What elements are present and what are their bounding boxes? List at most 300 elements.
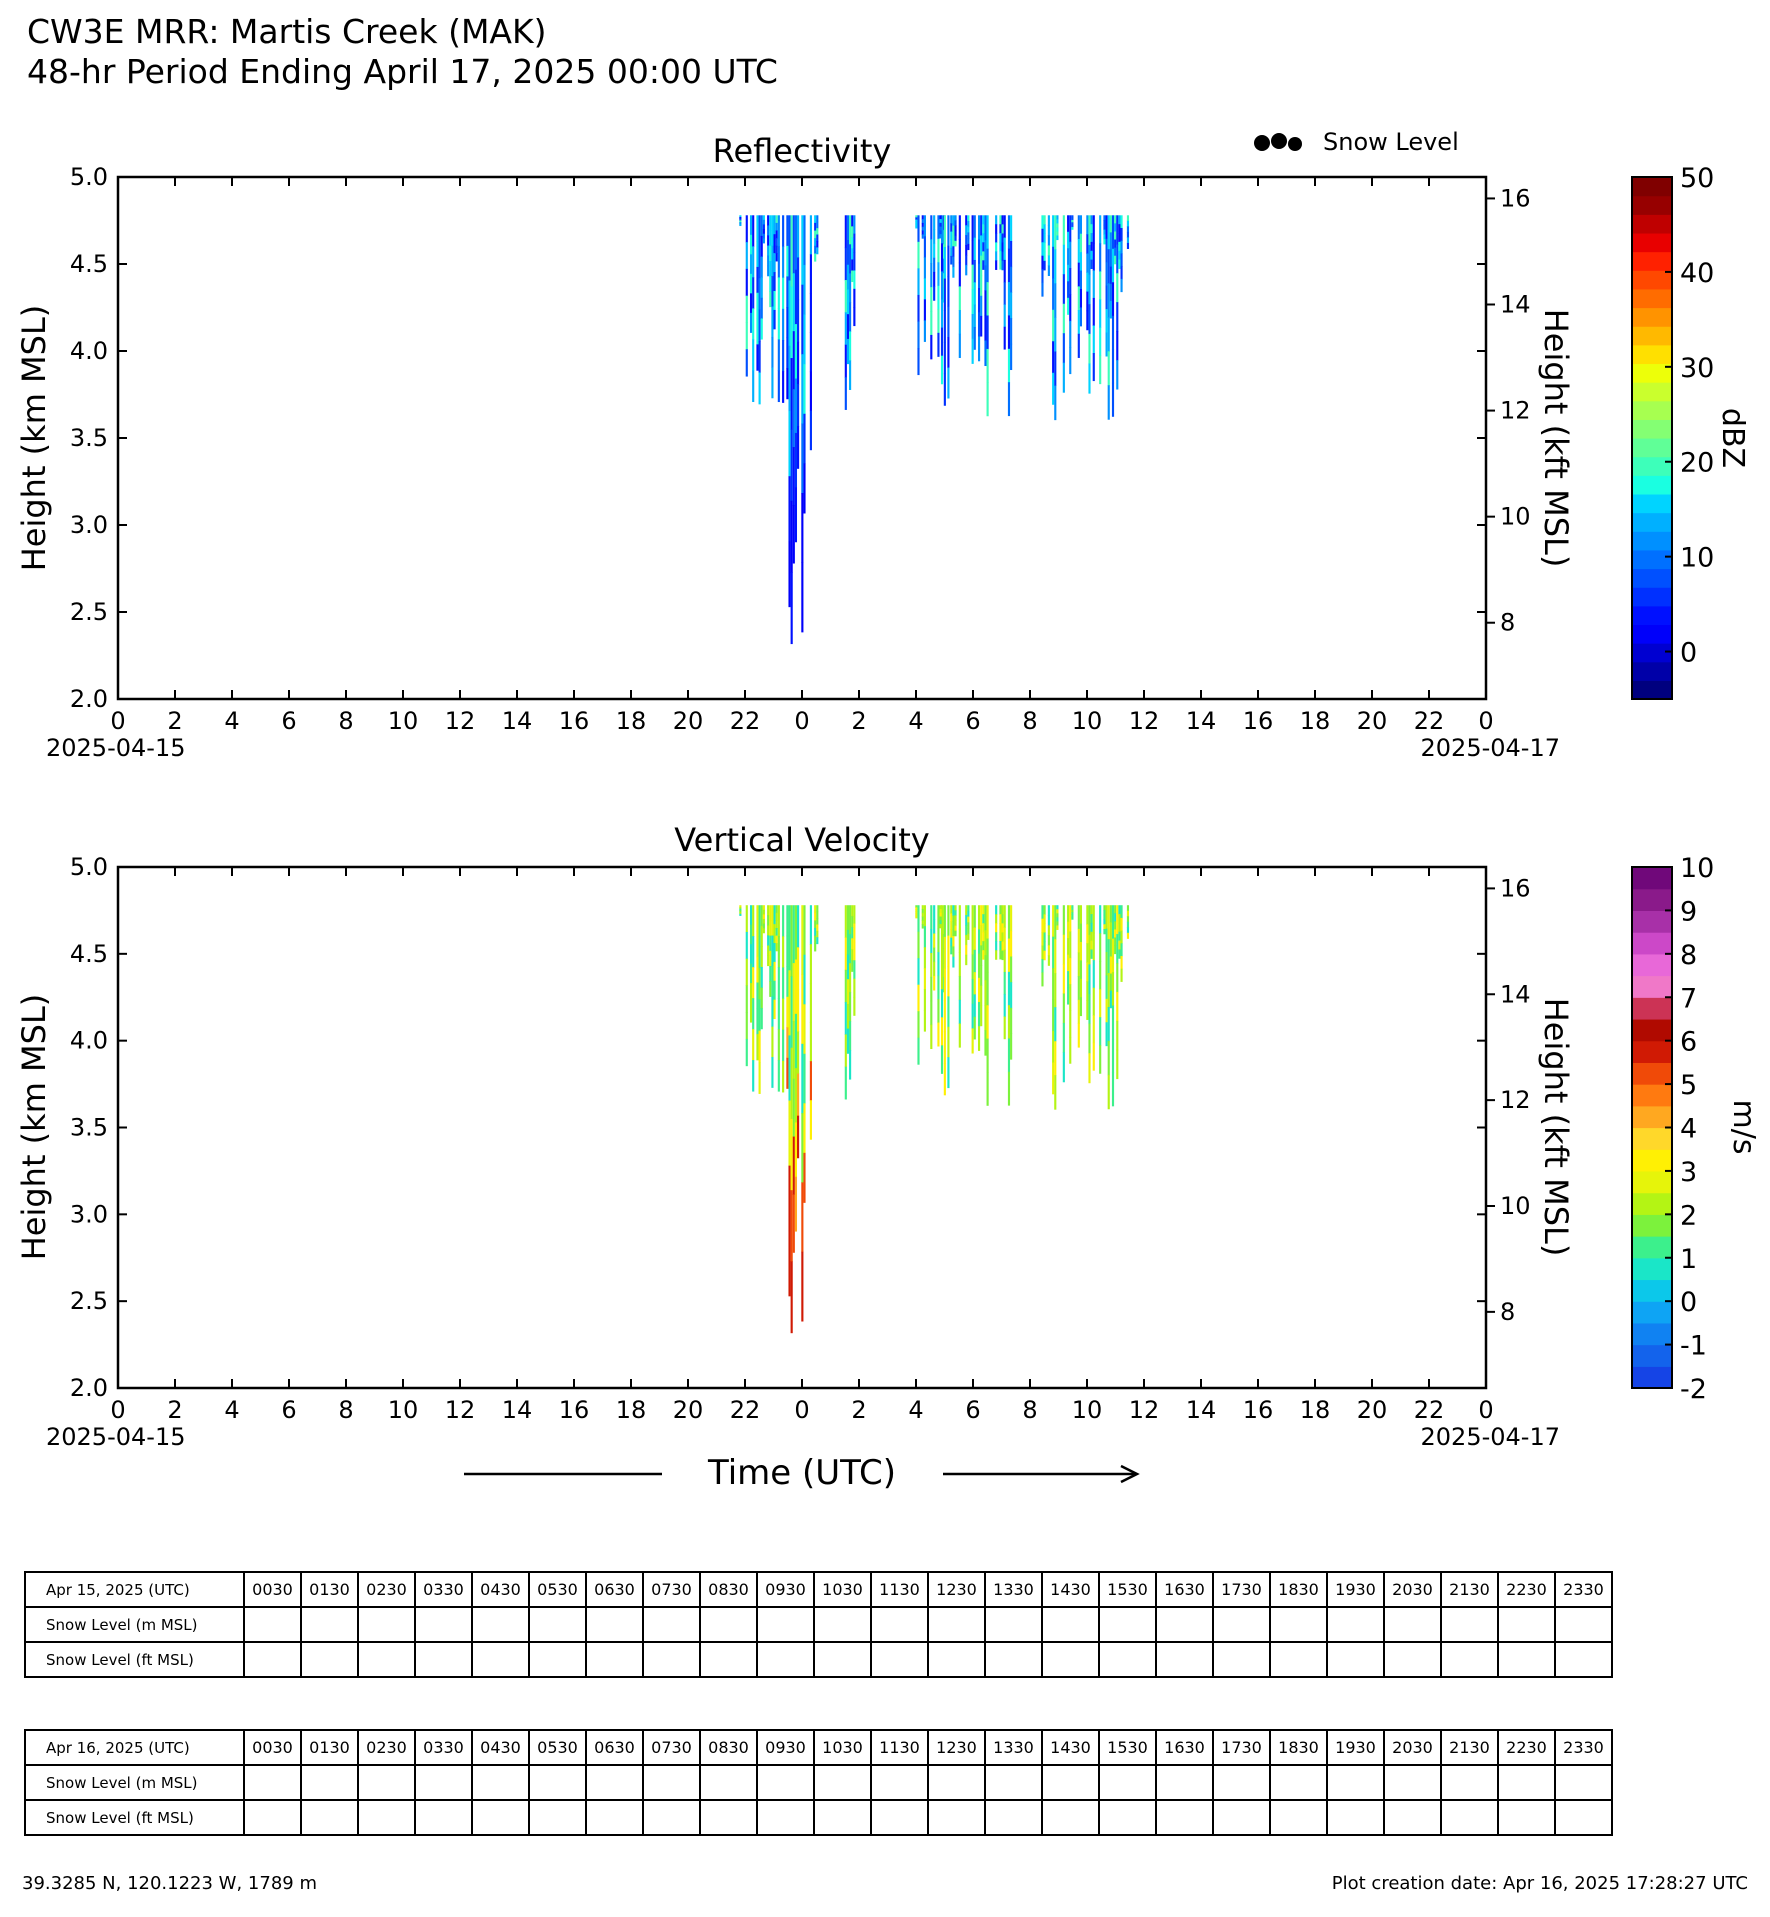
reflectivity-data-cell xyxy=(1088,245,1090,275)
reflectivity-x-tick-label: 2 xyxy=(167,707,183,735)
reflectivity-data-cell xyxy=(1086,273,1088,293)
vertical-velocity-data-cell xyxy=(995,923,997,933)
table-cell xyxy=(814,1765,871,1800)
vertical-velocity-data-cell xyxy=(1086,962,1088,982)
reflectivity-data-cell xyxy=(1044,252,1046,262)
reflectivity-data-cell xyxy=(776,223,778,231)
vertical-velocity-colorbar-label: m/s xyxy=(1726,1099,1761,1155)
vertical-velocity-data-cell xyxy=(810,1061,812,1100)
vertical-velocity-data-cell xyxy=(803,905,805,955)
vertical-velocity-data-cell xyxy=(1093,988,1095,1016)
vertical-velocity-data-cell xyxy=(950,938,952,947)
reflectivity-data-cell xyxy=(776,215,778,223)
vertical-velocity-data-cell xyxy=(933,962,935,977)
table-cell xyxy=(415,1642,472,1677)
reflectivity-data-cell xyxy=(954,220,956,226)
reflectivity-data-cell xyxy=(1118,260,1120,269)
vertical-velocity-x-tick-label: 6 xyxy=(965,1396,981,1424)
vertical-velocity-data-cell xyxy=(776,913,778,921)
reflectivity-data-cell xyxy=(1086,311,1088,331)
table-cell xyxy=(415,1607,472,1642)
vertical-velocity-data-cell xyxy=(752,1060,754,1091)
table-cell xyxy=(1270,1642,1327,1677)
reflectivity-data-cell xyxy=(987,349,989,383)
vertical-velocity-y2-tick-label: 10 xyxy=(1500,1191,1531,1220)
vertical-velocity-data-cell xyxy=(922,909,924,913)
vertical-velocity-data-cell xyxy=(972,905,974,930)
vertical-velocity-data-cell xyxy=(1054,973,1056,1007)
reflectivity-data-cell xyxy=(1078,334,1080,358)
vertical-velocity-data-cell xyxy=(1110,939,1112,957)
reflectivity-data-cell xyxy=(752,308,754,340)
table-cell xyxy=(700,1607,757,1642)
table-row-label-ft: Snow Level (ft MSL) xyxy=(25,1800,244,1835)
reflectivity-data-cell xyxy=(791,501,793,573)
vertical-velocity-data-cell xyxy=(1099,933,1101,962)
reflectivity-colorbar-swatch xyxy=(1632,289,1672,308)
reflectivity-x-tick-label: 0 xyxy=(1478,707,1494,735)
vertical-velocity-data-cell xyxy=(1116,1021,1118,1050)
vertical-velocity-data-cell xyxy=(1108,939,1110,973)
reflectivity-data-cell xyxy=(947,307,949,338)
reflectivity-data-cell xyxy=(816,215,818,222)
reflectivity-data-cell xyxy=(845,215,847,248)
reflectivity-data-cell xyxy=(801,285,803,355)
vertical-velocity-data-cell xyxy=(1120,956,1122,969)
reflectivity-data-cell xyxy=(995,215,997,225)
vertical-velocity-data-cell xyxy=(974,950,976,973)
vertical-velocity-data-cell xyxy=(756,1034,758,1060)
vertical-velocity-data-cell xyxy=(987,1039,989,1073)
vertical-velocity-data-cell xyxy=(978,929,980,954)
table-time-header: 0930 xyxy=(757,1572,814,1607)
reflectivity-data-cell xyxy=(1114,248,1116,257)
table-cell xyxy=(1099,1642,1156,1677)
reflectivity-data-cell xyxy=(1103,239,1105,244)
vertical-velocity-colorbar-swatch xyxy=(1632,1171,1672,1193)
vertical-velocity-data-cell xyxy=(933,948,935,963)
vertical-velocity-data-cell xyxy=(999,914,1001,923)
vertical-velocity-x-tick-label: 4 xyxy=(224,1396,240,1424)
vertical-velocity-data-cell xyxy=(797,947,799,990)
vertical-velocity-data-cell xyxy=(1093,960,1095,988)
reflectivity-data-cell xyxy=(801,562,803,632)
reflectivity-x-tick-label: 12 xyxy=(1128,707,1160,735)
vertical-velocity-data-cell xyxy=(778,936,780,967)
vertical-velocity-data-cell xyxy=(803,1004,805,1054)
reflectivity-data-cell xyxy=(750,274,752,294)
vertical-velocity-data-cell xyxy=(845,938,847,971)
reflectivity-data-cell xyxy=(801,354,803,424)
vertical-velocity-data-cell xyxy=(950,921,952,930)
vertical-velocity-data-cell xyxy=(851,960,853,972)
vertical-velocity-data-cell xyxy=(959,1000,961,1024)
table-time-header: 0630 xyxy=(586,1572,643,1607)
reflectivity-data-cell xyxy=(793,215,795,273)
vertical-velocity-data-cell xyxy=(987,939,989,973)
reflectivity-x-end-date: 2025-04-17 xyxy=(1420,734,1560,762)
reflectivity-data-cell xyxy=(1106,309,1108,333)
vertical-velocity-data-cell xyxy=(761,967,763,988)
reflectivity-data-cell xyxy=(959,215,961,239)
reflectivity-y2-tick-label: 10 xyxy=(1500,502,1531,531)
vertical-velocity-data-cell xyxy=(999,932,1001,941)
vertical-velocity-data-cell xyxy=(1116,905,1118,934)
reflectivity-data-cell xyxy=(1120,228,1122,241)
vertical-velocity-data-cell xyxy=(959,929,961,953)
reflectivity-data-cell xyxy=(771,307,773,338)
vertical-velocity-colorbar-swatch xyxy=(1632,1062,1672,1084)
reflectivity-data-cell xyxy=(759,247,761,279)
reflectivity-data-cell xyxy=(922,231,924,235)
reflectivity-data-cell xyxy=(769,215,771,231)
vertical-velocity-data-cell xyxy=(816,937,818,944)
vertical-velocity-x-tick-label: 2 xyxy=(167,1396,183,1424)
reflectivity-data-cell xyxy=(1118,215,1120,224)
table-cell xyxy=(871,1800,928,1835)
vertical-velocity-data-cell xyxy=(978,978,980,1003)
reflectivity-data-cell xyxy=(746,242,748,269)
vertical-velocity-data-cell xyxy=(791,976,793,1048)
vertical-velocity-data-cell xyxy=(1118,914,1120,923)
vertical-velocity-data-cell xyxy=(950,930,952,939)
reflectivity-data-cell xyxy=(965,215,967,225)
reflectivity-colorbar-swatch xyxy=(1632,252,1672,271)
vertical-velocity-data-cell xyxy=(980,905,982,926)
vertical-velocity-y-tick-label: 2.0 xyxy=(69,1374,108,1402)
vertical-velocity-data-cell xyxy=(759,937,761,969)
vertical-velocity-data-cell xyxy=(1008,905,1010,939)
vertical-velocity-data-cell xyxy=(1127,933,1129,939)
reflectivity-colorbar-swatch xyxy=(1632,177,1672,196)
vertical-velocity-data-cell xyxy=(982,932,984,941)
table-date-header: Apr 16, 2025 (UTC) xyxy=(25,1730,244,1765)
reflectivity-data-cell xyxy=(922,234,924,238)
vertical-velocity-colorbar-swatch xyxy=(1632,1323,1672,1345)
reflectivity-data-cell xyxy=(816,228,818,235)
table-time-header: 1430 xyxy=(1042,1572,1099,1607)
vertical-velocity-data-cell xyxy=(952,936,954,947)
vertical-velocity-data-cell xyxy=(853,905,855,924)
vertical-velocity-data-cell xyxy=(759,999,761,1031)
reflectivity-data-cell xyxy=(782,309,784,341)
reflectivity-data-cell xyxy=(1052,310,1054,342)
table-cell xyxy=(244,1800,301,1835)
table-cell xyxy=(1270,1607,1327,1642)
reflectivity-data-cell xyxy=(763,220,765,225)
reflectivity-data-cell xyxy=(782,215,784,247)
reflectivity-data-cell xyxy=(1010,267,1012,293)
vertical-velocity-colorbar-swatch xyxy=(1632,1041,1672,1063)
reflectivity-data-cell xyxy=(788,541,790,607)
reflectivity-data-cell xyxy=(967,215,969,221)
vertical-velocity-data-cell xyxy=(1114,905,1116,914)
reflectivity-data-cell xyxy=(1120,279,1122,292)
vertical-velocity-x-end-date: 2025-04-17 xyxy=(1420,1423,1560,1451)
vertical-velocity-data-cell xyxy=(849,963,851,992)
reflectivity-y2-ticks xyxy=(1486,184,1531,636)
vertical-velocity-data-cell xyxy=(1078,976,1080,1000)
table-time-header: 0530 xyxy=(529,1730,586,1765)
vertical-velocity-data-cell xyxy=(1067,955,1069,972)
reflectivity-data-cell xyxy=(1078,286,1080,310)
vertical-velocity-data-cell xyxy=(980,965,982,986)
vertical-velocity-data-cell xyxy=(771,996,773,1027)
vertical-velocity-data-cell xyxy=(987,1005,989,1039)
table-header-row xyxy=(25,1730,1612,1765)
vertical-velocity-data-cell xyxy=(1048,905,1050,916)
reflectivity-data-cell xyxy=(797,342,799,385)
vertical-velocity-data-cell xyxy=(1118,941,1120,950)
vertical-velocity-data-cell xyxy=(847,979,849,1004)
vertical-velocity-data-cell xyxy=(795,905,797,960)
plot-creation-date: Plot creation date: Apr 16, 2025 17:28:27 UTC xyxy=(1331,1873,1748,1894)
table-time-header: 0030 xyxy=(244,1730,301,1765)
vertical-velocity-data-cell xyxy=(782,999,784,1031)
reflectivity-data-cell xyxy=(952,236,954,247)
vertical-velocity-colorbar-swatch xyxy=(1632,1345,1672,1367)
reflectivity-data-cell xyxy=(1116,273,1118,302)
vertical-velocity-data-cell xyxy=(1114,913,1116,922)
vertical-velocity-data-cell xyxy=(845,1002,847,1035)
vertical-velocity-data-cell xyxy=(801,975,803,1045)
reflectivity-data-cell xyxy=(797,426,799,469)
vertical-velocity-data-cell xyxy=(1010,1033,1012,1059)
vertical-velocity-data-cell xyxy=(959,1023,961,1047)
reflectivity-data-cell xyxy=(1093,215,1095,243)
table-cell xyxy=(415,1800,472,1835)
reflectivity-data-cell xyxy=(786,215,788,246)
vertical-velocity-data-cell xyxy=(803,1103,805,1153)
reflectivity-data-cell xyxy=(1120,215,1122,228)
table-cell xyxy=(643,1765,700,1800)
vertical-velocity-data-cell xyxy=(947,1057,949,1088)
reflectivity-colorbar-swatch xyxy=(1632,233,1672,252)
vertical-velocity-data-cell xyxy=(759,968,761,1000)
vertical-velocity-y-tick-label: 3.0 xyxy=(69,1200,108,1229)
reflectivity-data-cell xyxy=(940,219,942,223)
vertical-velocity-data-cell xyxy=(1054,905,1056,939)
vertical-velocity-data-cell xyxy=(1106,952,1108,976)
table-cell xyxy=(1498,1800,1555,1835)
vertical-velocity-data-cell xyxy=(972,1028,974,1053)
vertical-velocity-data-cell xyxy=(1114,946,1116,955)
table-cell xyxy=(814,1607,871,1642)
reflectivity-title: Reflectivity xyxy=(712,132,892,170)
vertical-velocity-data-cell xyxy=(1112,905,1114,939)
table-cell xyxy=(358,1642,415,1677)
reflectivity-data-cell xyxy=(940,215,942,219)
vertical-velocity-data-cell xyxy=(1116,963,1118,992)
reflectivity-data-cell xyxy=(1112,383,1114,417)
reflectivity-data-cell xyxy=(959,310,961,334)
vertical-velocity-data-cell xyxy=(1080,979,1082,998)
reflectivity-data-cell xyxy=(1118,233,1120,242)
reflectivity-x-tick-label: 0 xyxy=(110,707,126,735)
reflectivity-data-cell xyxy=(849,244,851,274)
vertical-velocity-data-cell xyxy=(793,1137,795,1195)
reflectivity-data-cell xyxy=(974,260,976,283)
vertical-velocity-data-cell xyxy=(1091,923,1093,932)
vertical-velocity-data-cell xyxy=(1002,932,1004,942)
vertical-velocity-data-cell xyxy=(952,957,954,968)
reflectivity-data-cell xyxy=(810,332,812,372)
vertical-velocity-data-cell xyxy=(1044,923,1046,933)
reflectivity-data-cell xyxy=(750,254,752,274)
reflectivity-data-cell xyxy=(999,215,1001,224)
reflectivity-data-cell xyxy=(746,349,748,376)
vertical-velocity-data-cell xyxy=(967,917,969,923)
vertical-velocity-data-cell xyxy=(974,972,976,995)
reflectivity-data-cell xyxy=(1127,226,1129,232)
vertical-velocity-data-cell xyxy=(941,1045,943,1074)
reflectivity-data-cell xyxy=(1048,245,1050,256)
vertical-velocity-data-cell xyxy=(1116,1050,1118,1079)
reflectivity-data-cell xyxy=(1106,215,1108,239)
vertical-velocity-data-cell xyxy=(967,922,969,928)
vertical-velocity-data-cell xyxy=(995,950,997,960)
table-cell xyxy=(358,1765,415,1800)
table-cell xyxy=(1498,1607,1555,1642)
reflectivity-data-cell xyxy=(965,245,967,255)
reflectivity-data-cell xyxy=(1112,249,1114,283)
table-cell xyxy=(529,1800,586,1835)
reflectivity-data-cell xyxy=(750,293,752,313)
vertical-velocity-data-cell xyxy=(1093,1015,1095,1043)
vertical-velocity-data-cell xyxy=(788,970,790,1036)
reflectivity-data-cell xyxy=(1054,215,1056,250)
vertical-velocity-colorbar-swatch xyxy=(1632,1236,1672,1258)
reflectivity-data-cell xyxy=(1103,225,1105,230)
vertical-velocity-data-cell xyxy=(778,1029,780,1060)
vertical-velocity-data-cell xyxy=(940,917,942,921)
reflectivity-data-cell xyxy=(1002,252,1004,262)
reflectivity-data-cell xyxy=(1008,215,1010,249)
reflectivity-data-cell xyxy=(1099,271,1101,300)
vertical-velocity-y-tick-label: 4.5 xyxy=(69,939,108,968)
vertical-velocity-data-cell xyxy=(937,1023,939,1047)
table-cell xyxy=(1327,1800,1384,1835)
reflectivity-data-cell xyxy=(769,231,771,247)
vertical-velocity-data-cell xyxy=(1041,959,1043,973)
table-time-header: 2230 xyxy=(1498,1730,1555,1765)
reflectivity-data-cell xyxy=(1063,245,1065,275)
reflectivity-data-cell xyxy=(801,215,803,285)
vertical-velocity-data-cell xyxy=(947,966,949,997)
reflectivity-data-cell xyxy=(1052,215,1054,247)
reflectivity-data-cell xyxy=(978,264,980,289)
reflectivity-data-cell xyxy=(952,246,954,257)
vertical-velocity-data-cell xyxy=(917,905,919,932)
reflectivity-data-cell xyxy=(849,331,851,361)
vertical-velocity-data-cell xyxy=(776,905,778,913)
vertical-velocity-data-cell xyxy=(941,1017,943,1046)
reflectivity-x-tick-label: 0 xyxy=(794,707,810,735)
reflectivity-y-tick-label: 5.0 xyxy=(69,163,108,191)
vertical-velocity-data-cell xyxy=(1088,964,1090,994)
vertical-velocity-data-cell xyxy=(1120,969,1122,982)
table-cell xyxy=(985,1607,1042,1642)
vertical-velocity-data-cell xyxy=(769,920,771,936)
vertical-velocity-x-tick-label: 0 xyxy=(794,1396,810,1424)
reflectivity-data-cell xyxy=(1088,363,1090,393)
reflectivity-data-cell xyxy=(915,226,917,229)
vertical-velocity-data-cell xyxy=(1008,1038,1010,1072)
table-cell xyxy=(244,1642,301,1677)
vertical-velocity-y-tick-label: 2.5 xyxy=(69,1287,108,1316)
reflectivity-data-cell xyxy=(1112,316,1114,350)
reflectivity-data-cell xyxy=(761,257,763,278)
reflectivity-data-cell xyxy=(1080,289,1082,308)
reflectivity-data-cell xyxy=(947,215,949,246)
vertical-velocity-data-cell xyxy=(940,913,942,917)
reflectivity-data-cell xyxy=(972,339,974,364)
reflectivity-data-cell xyxy=(1002,243,1004,253)
reflectivity-data-cell xyxy=(845,248,847,281)
reflectivity-data-cell xyxy=(974,282,976,305)
table-cell xyxy=(1099,1607,1156,1642)
reflectivity-data-cell xyxy=(845,345,847,378)
reflectivity-data-cell xyxy=(803,315,805,365)
vertical-velocity-data-cell xyxy=(940,909,942,913)
vertical-velocity-data-cell xyxy=(746,1039,748,1066)
vertical-velocity-data-cell xyxy=(849,992,851,1021)
vertical-velocity-data-cell xyxy=(746,932,748,959)
reflectivity-data-cell xyxy=(771,337,773,368)
vertical-velocity-data-cell xyxy=(933,905,935,920)
vertical-velocity-data-cell xyxy=(1056,917,1058,922)
table-cell xyxy=(757,1800,814,1835)
table-time-header: 0430 xyxy=(472,1572,529,1607)
reflectivity-data-cell xyxy=(853,270,855,289)
reflectivity-data-cell xyxy=(1116,302,1118,331)
reflectivity-data-cell xyxy=(803,215,805,265)
vertical-velocity-data-cell xyxy=(984,1005,986,1030)
reflectivity-data-cell xyxy=(965,255,967,265)
vertical-velocity-data-cell xyxy=(972,979,974,1004)
vertical-velocity-data-cell xyxy=(984,1030,986,1055)
reflectivity-data-cell xyxy=(756,267,758,293)
reflectivity-data-cell xyxy=(1108,385,1110,419)
reflectivity-data-cell xyxy=(954,225,956,231)
reflectivity-colorbar-swatch xyxy=(1632,513,1672,532)
reflectivity-data-cell xyxy=(778,370,780,402)
reflectivity-data-cell xyxy=(778,246,780,278)
reflectivity-data-cell xyxy=(782,371,784,403)
vertical-velocity-data-cell xyxy=(965,945,967,955)
vertical-velocity-data-cell xyxy=(752,998,754,1029)
vertical-velocity-data-cell xyxy=(1120,918,1122,931)
reflectivity-data-cell xyxy=(930,215,932,239)
table-row-snow-level-m xyxy=(25,1607,1612,1642)
reflectivity-data-cell xyxy=(795,487,797,542)
snow-level-legend xyxy=(1254,128,1459,156)
reflectivity-data-cell xyxy=(1078,239,1080,263)
vertical-velocity-data-cell xyxy=(1080,905,1082,924)
vertical-velocity-data-cell xyxy=(974,905,976,928)
reflectivity-data-cell xyxy=(810,411,812,451)
reflectivity-data-cell xyxy=(954,241,956,247)
vertical-velocity-data-cell xyxy=(937,929,939,953)
vertical-velocity-data-cell xyxy=(959,905,961,929)
table-cell xyxy=(301,1765,358,1800)
vertical-velocity-data-cell xyxy=(995,932,997,942)
vertical-velocity-data-cell xyxy=(810,983,812,1022)
reflectivity-data-cell xyxy=(793,331,795,389)
reflectivity-data-cell xyxy=(771,215,773,246)
reflectivity-data-cell xyxy=(782,340,784,372)
reflectivity-colorbar-tick-label: 20 xyxy=(1680,447,1715,479)
